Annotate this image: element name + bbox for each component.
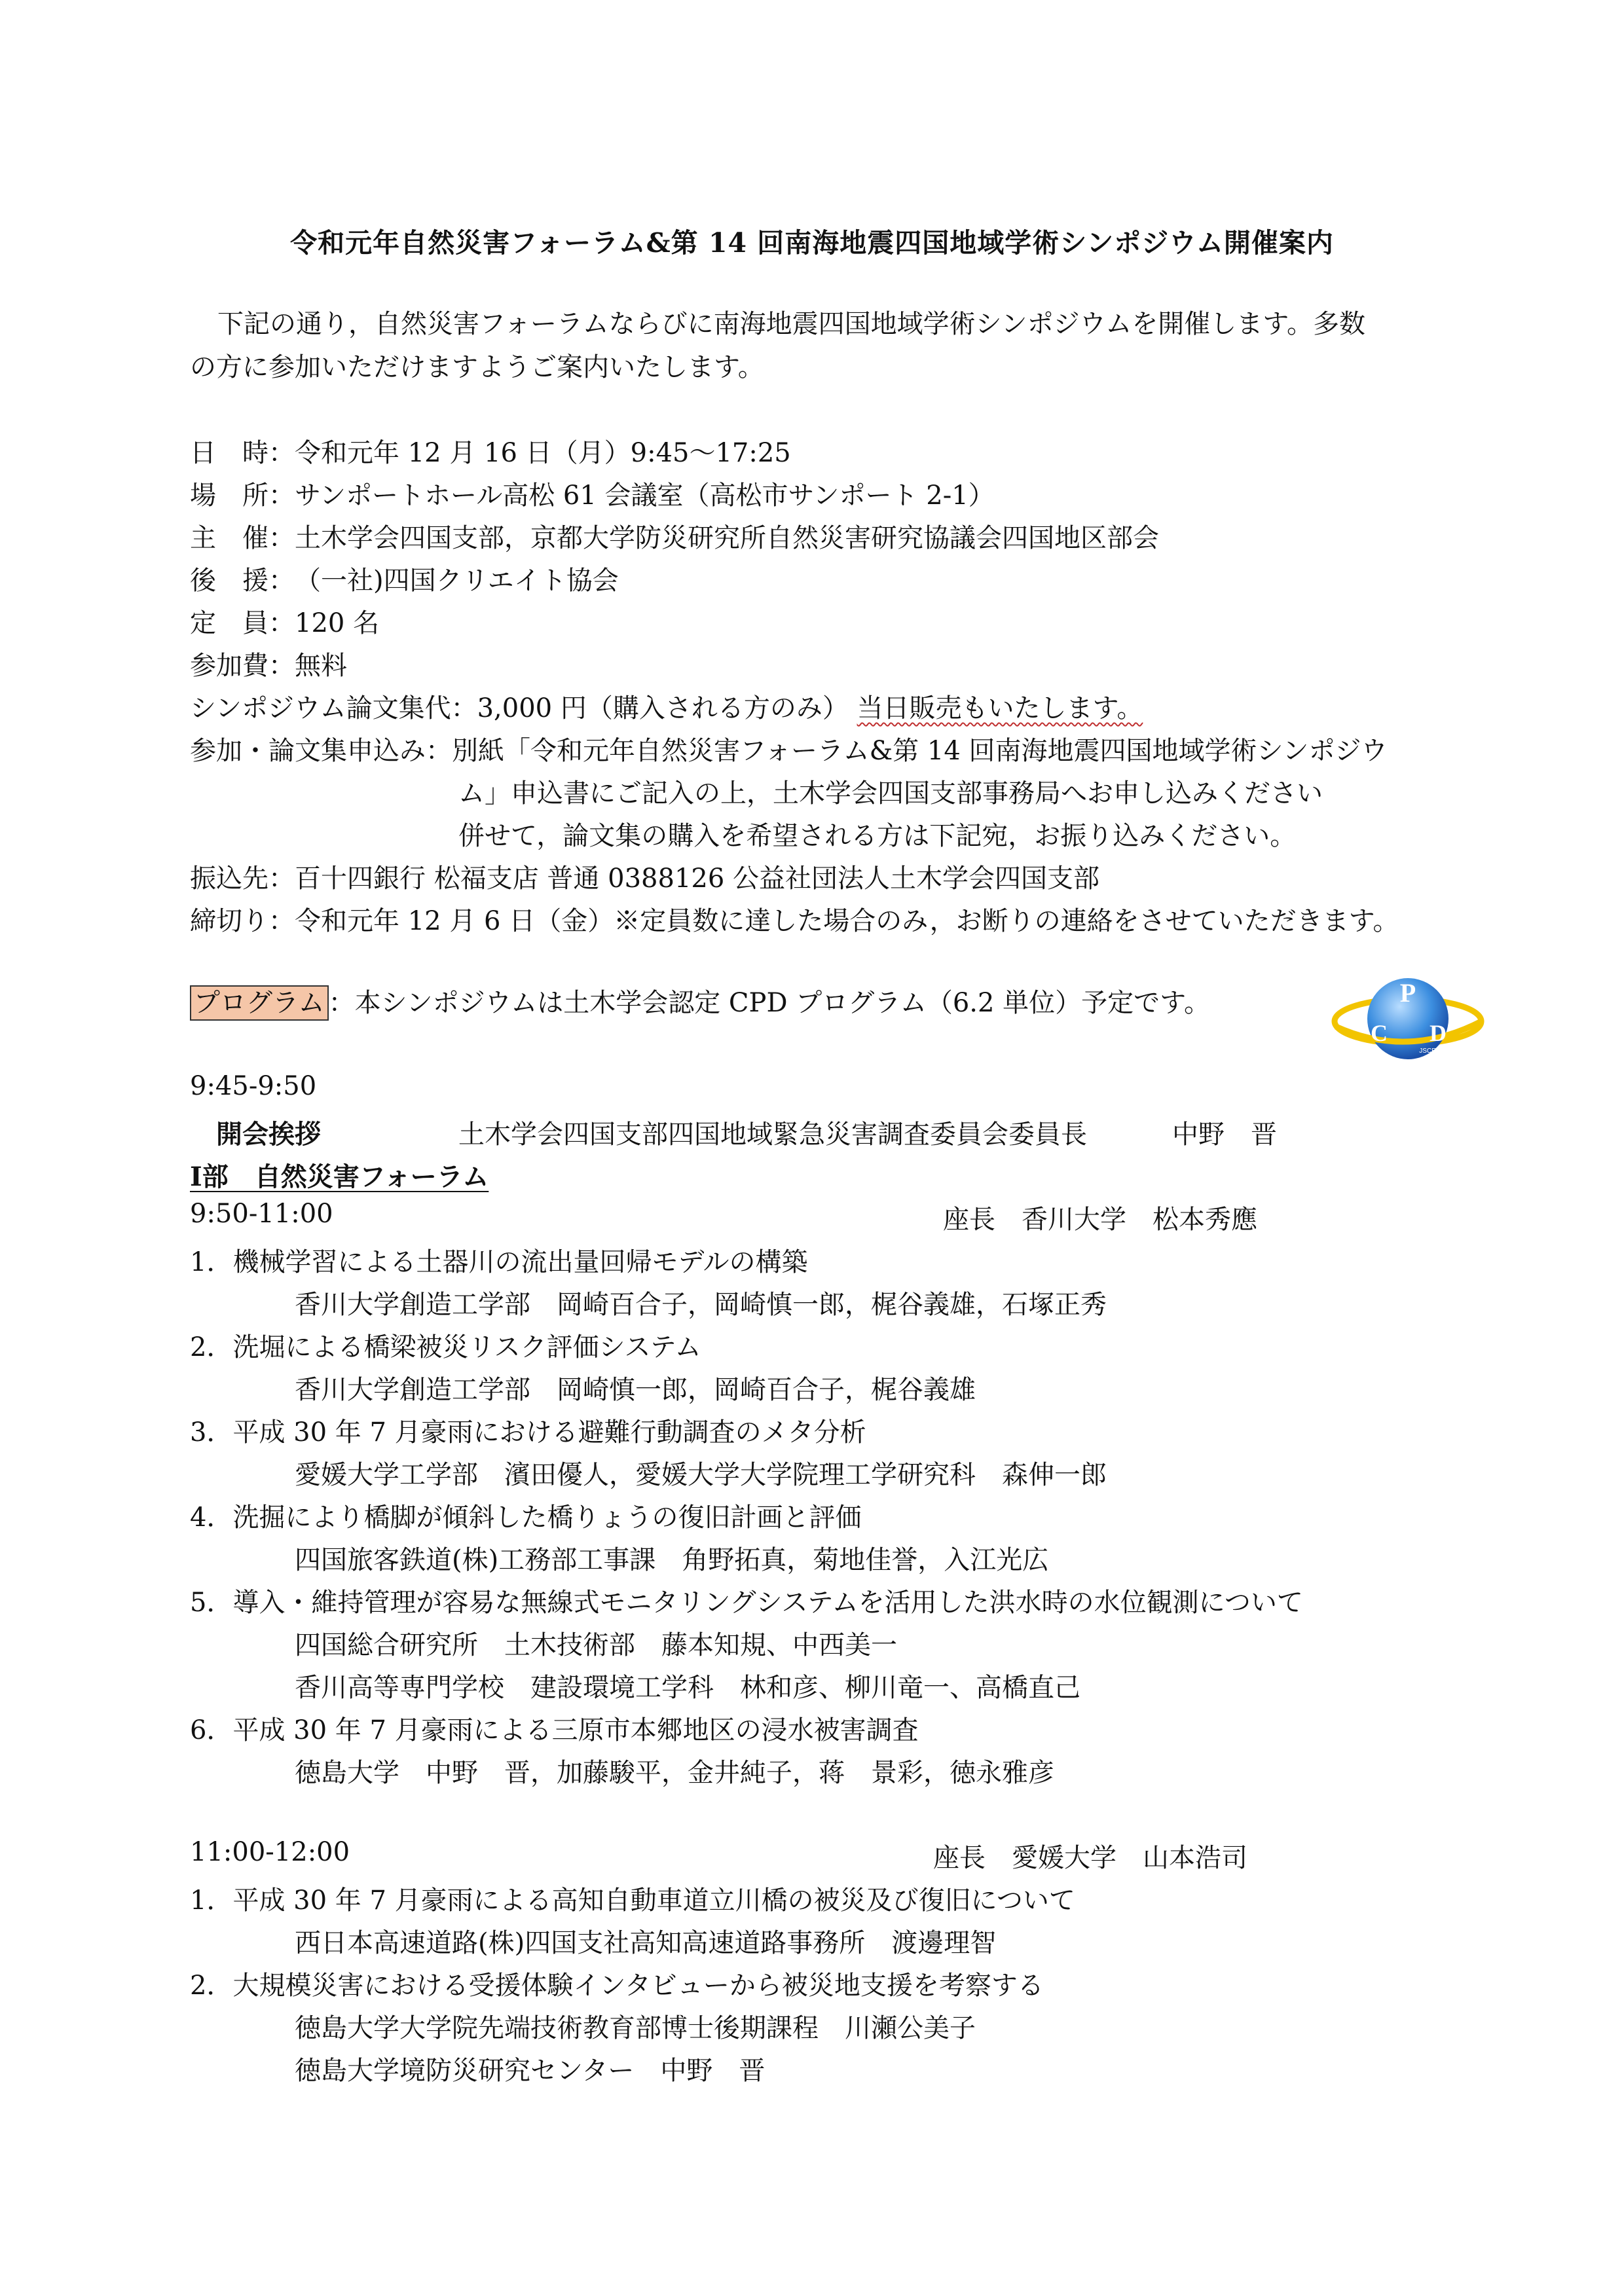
session1-item-title: 6．平成 30 年 7 月豪雨による三原市本郷地区の浸水被害調査	[190, 1715, 919, 1745]
opening-role: 土木学会四国支部四国地域緊急災害調査委員会委員長	[458, 1120, 1087, 1150]
session1-time: 9:50-11:00	[190, 1199, 333, 1229]
intro-line-1: 下記の通り，自然災害フォーラムならびに南海地震四国地域学術シンポジウムを開催します。多数	[217, 309, 1365, 339]
opening-time: 9:45-9:50	[190, 1071, 317, 1101]
program-note	[190, 982, 1210, 1021]
session1-item-title: 4．洗掘により橋脚が傾斜した橋りょうの復旧計画と評価	[190, 1503, 862, 1533]
datetime-value: 令和元年 12 月 16 日（月）9:45～17:25	[295, 438, 791, 468]
session2-item-authors: 徳島大学境防災研究センター 中野 晋	[295, 2056, 766, 2086]
session1-item-title: 3．平成 30 年 7 月豪雨における避難行動調査のメタ分析	[190, 1417, 866, 1448]
session1-item-title: 1．機械学習による土器川の流出量回帰モデルの構築	[190, 1247, 808, 1277]
info-apply	[190, 730, 1388, 767]
host-label: 主 催：	[190, 523, 295, 553]
host-value: 土木学会四国支部，京都大学防災研究所自然災害研究協議会四国地区部会	[295, 523, 1159, 553]
info-host	[190, 517, 1159, 555]
program-text: ：本シンポジウムは土木学会認定 CPD プログラム（6.2 単位）予定です。	[328, 988, 1210, 1018]
info-venue	[190, 475, 995, 512]
info-apply-cont-1: ム」申込書にご記入の上，土木学会四国支部事務局へお申し込みください	[458, 778, 1323, 809]
deadline-value: 令和元年 12 月 6 日（金）※定員数に達した場合のみ，お断りの連絡をさせていただきます。	[295, 906, 1399, 936]
session1-item-authors: 愛媛大学工学部 濱田優人，愛媛大学大学院理工学研究科 森伸一郎	[295, 1460, 1107, 1490]
support-value: （一社)四国クリエイト協会	[295, 566, 619, 596]
info-apply-cont-2: 併せて，論文集の購入を希望される方は下記宛，お振り込みください。	[458, 821, 1297, 851]
session1-item-authors: 四国総合研究所 土木技術部 藤本知規、中西美一	[295, 1630, 897, 1660]
deadline-label: 締切り：	[190, 906, 295, 936]
document-title: 令和元年自然災害フォーラム&第 14 回南海地震四国地域学術シンポジウム開催案内	[290, 227, 1334, 259]
bank-label: 振込先：	[190, 864, 295, 894]
venue-label: 場 所：	[190, 481, 295, 511]
part1-title: Ⅰ部 自然災害フォーラム	[190, 1161, 489, 1192]
venue-value: サンポートホール高松 61 会議室（高松市サンポート 2-1）	[295, 481, 995, 511]
proceedings-value: 3,000 円（購入される方のみ）	[477, 693, 849, 723]
session2-item-authors: 西日本高速道路(株)四国支社高知高速道路事務所 渡邊理智	[295, 1928, 997, 1958]
info-support	[190, 560, 619, 597]
intro-paragraph	[190, 302, 1434, 389]
logo-small-text: JSCE	[1419, 1048, 1436, 1055]
info-proceedings	[190, 687, 1143, 725]
session2-item-title: 1．平成 30 年 7 月豪雨による高知自動車道立川橋の被災及び復旧について	[190, 1886, 1075, 1916]
info-fee	[190, 645, 347, 682]
program-badge: プログラム	[190, 985, 329, 1021]
apply-label: 参加・論文集申込み：	[190, 736, 452, 766]
support-label: 後 援：	[190, 566, 295, 596]
opening-name: 中野 晋	[1172, 1120, 1277, 1150]
logo-letter-d: D	[1430, 1020, 1447, 1046]
session1-chair: 座長 香川大学 松本秀應	[943, 1205, 1257, 1235]
cpd-logo	[1329, 968, 1486, 1072]
session2-item-title: 2．大規模災害における受援体験インタビューから被災地支援を考察する	[190, 1971, 1044, 2001]
session1-item-title: 2．洗堀による橋梁被災リスク評価システム	[190, 1332, 701, 1362]
info-deadline	[190, 900, 1399, 938]
session1-item-authors: 四国旅客鉄道(株)工務部工事課 角野拓真，菊地佳誉，入江光広	[295, 1545, 1049, 1575]
session1-item-title: 5．導入・維持管理が容易な無線式モニタリングシステムを活用した洪水時の水位観測について	[190, 1588, 1303, 1618]
intro-line-2: の方に参加いただけますようご案内いたします。	[190, 352, 764, 382]
capacity-label: 定 員：	[190, 608, 295, 638]
info-bank	[190, 858, 1099, 895]
session2-chair: 座長 愛媛大学 山本浩司	[933, 1843, 1247, 1873]
info-datetime	[190, 432, 791, 469]
datetime-label: 日 時：	[190, 438, 295, 468]
session1-item-authors: 香川大学創造工学部 岡崎百合子，岡崎慎一郎，梶谷義雄，石塚正秀	[295, 1290, 1107, 1320]
capacity-value: 120 名	[295, 608, 380, 638]
bank-value: 百十四銀行 松福支店 普通 0388126 公益社団法人土木学会四国支部	[295, 864, 1100, 894]
fee-value: 無料	[295, 651, 347, 681]
apply-line-1: 別紙「令和元年自然災害フォーラム&第 14 回南海地震四国地域学術シンポジウ	[452, 736, 1388, 766]
logo-letter-p: P	[1399, 978, 1416, 1008]
opening-label: 開会挨拶	[216, 1119, 321, 1150]
session2-item-authors: 徳島大学大学院先端技術教育部博士後期課程 川瀬公美子	[295, 2013, 976, 2043]
session2-time: 11:00-12:00	[190, 1837, 350, 1867]
proceedings-note: 当日販売もいたします。	[857, 693, 1143, 723]
session1-item-authors: 香川高等専門学校 建設環境工学科 林和彦、柳川竜一、高橋直己	[295, 1673, 1080, 1703]
info-capacity	[190, 602, 379, 640]
session1-item-authors: 香川大学創造工学部 岡崎慎一郎，岡崎百合子，梶谷義雄	[295, 1375, 976, 1405]
fee-label: 参加費：	[190, 651, 295, 681]
proceedings-label: シンポジウム論文集代：	[190, 693, 477, 723]
logo-letter-c: C	[1371, 1020, 1388, 1046]
session1-item-authors: 徳島大学 中野 晋，加藤駿平，金井純子，蒋 景彩，徳永雅彦	[295, 1758, 1054, 1788]
